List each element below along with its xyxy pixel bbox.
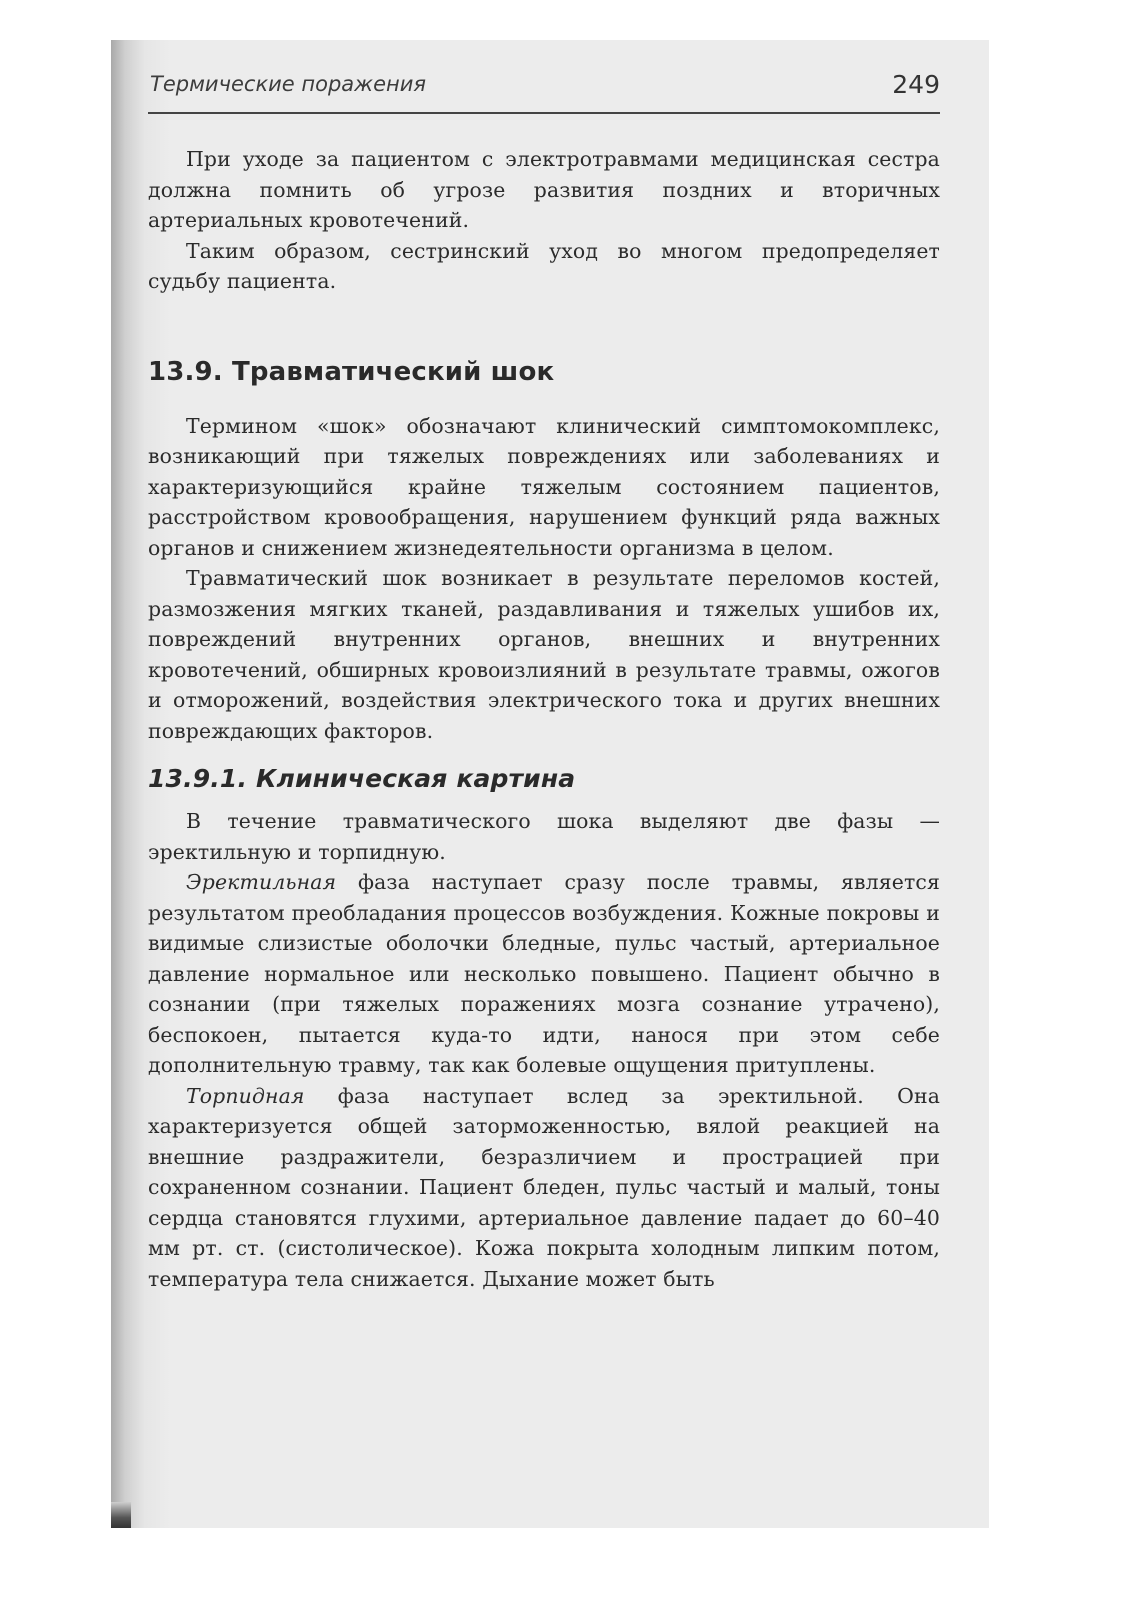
paragraph: При уходе за пациентом с электротравмами медицинская сестра должна помнить об угрозе развития поздних и вторичных артериальных кровотечений. <box>148 147 940 232</box>
scan-edge-shadow <box>111 1502 131 1528</box>
paragraph: В течение травматического шока выделяют две фазы — эректильную и торпидную. <box>148 809 940 864</box>
paragraph-text: фаза наступает вслед за эректильной. Она характеризуется общей заторможенностью, вялой реакцией на внешние раздражители, безразличием и прострацией при сохраненном сознании. Пациент бледен, пульс частый и малый, тоны сердца становятся глухими, артериальное давление падает до 60–40 мм рт. ст. (систолическое). Кожа покрыта холодным липким потом, температура тела снижается. Дыхание может быть <box>148 1083 940 1291</box>
page-number: 249 <box>892 70 940 99</box>
subsection-heading: 13.9.1. Клиническая картина <box>148 764 576 793</box>
page-body <box>148 144 940 1294</box>
paragraph <box>148 1081 940 1295</box>
paragraph <box>148 867 940 1081</box>
term-torpid: Торпидная <box>186 1083 305 1108</box>
section-heading: 13.9. Травматический шок <box>148 356 555 387</box>
page-header <box>148 70 940 110</box>
paragraph: Таким образом, сестринский уход во многом предопределяет судьбу пациента. <box>148 238 940 293</box>
paragraph: Термином «шок» обозначают клинический симптомокомплекс, возникающий при тяжелых повреждениях или заболеваниях и характеризующийся крайне тяжелым состоянием пациентов, расстройством кровообращения, нарушением функций ряда важных органов и снижением жизнедеятельности организма в целом. <box>148 413 940 560</box>
term-erectile: Эректильная <box>186 870 337 894</box>
paragraph: Травматический шок возникает в результате переломов костей, размозжения мягких тканей, раздавливания и тяжелых ушибов их, повреждений внутренних органов, внешних и внутренних кровотечений, обширных кровоизлияний в результате травмы, ожогов и отморожений, воздействия электрического тока и других внешних повреждающих факторов. <box>148 566 940 743</box>
header-rule <box>148 112 940 114</box>
scanned-page <box>111 40 989 1528</box>
running-title: Термические поражения <box>150 72 426 96</box>
paragraph-text: фаза наступает сразу после травмы, является результатом преобладания процессов возбуждения. Кожные покровы и видимые слизистые оболочки бледные, пульс частый, артериальное давление нормальное или несколько повышено. Пациент обычно в сознании (при тяжелых поражениях мозга сознание утрачено), беспокоен, пытается куда-то идти, нанося при этом себе дополнительную травму, так как болевые ощущения притуплены. <box>148 870 940 1077</box>
